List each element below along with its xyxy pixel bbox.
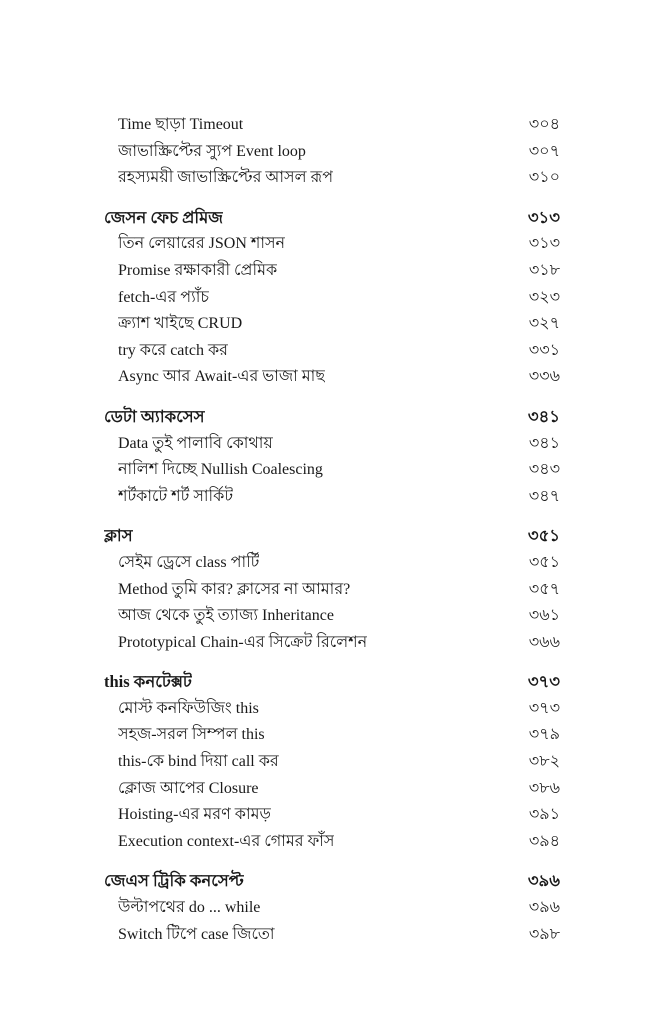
toc-entry-page-number: ৩৯৪ bbox=[528, 832, 560, 850]
toc-entry-row[interactable] bbox=[104, 231, 560, 258]
toc-section-heading-page-number: ৩১৩ bbox=[527, 207, 560, 227]
toc-entry-title: Method তুমি কার? ক্লাসের না আমার? bbox=[118, 580, 351, 598]
toc-entry-page-number: ৩৪১ bbox=[528, 434, 560, 452]
toc-entry-title: ক্র্যাশ খাইছে CRUD bbox=[118, 315, 243, 333]
toc-entry-row[interactable] bbox=[104, 139, 560, 166]
toc-entry-row[interactable] bbox=[104, 338, 560, 365]
toc-entry-title: Async আর Await-এর ভাজা মাছ bbox=[118, 368, 326, 386]
toc-entry-row[interactable] bbox=[104, 722, 560, 749]
toc-entry-title: try করে catch কর bbox=[118, 341, 228, 359]
toc-entry-page-number: ৩৫৭ bbox=[528, 580, 560, 598]
toc-entry-list bbox=[104, 112, 560, 948]
toc-section bbox=[104, 868, 560, 948]
toc-entry-title: সহজ-সরল সিম্পল this bbox=[118, 726, 265, 744]
toc-section-heading-page-number: ৩৯৬ bbox=[527, 871, 560, 891]
toc-section-heading-page-number: ৩৪১ bbox=[527, 406, 560, 426]
toc-entry-row[interactable] bbox=[104, 550, 560, 577]
toc-section-heading-title: ডেটা অ্যাকসেস bbox=[104, 406, 205, 426]
toc-section-heading-title: জেসন ফেচ প্রমিজ bbox=[104, 207, 224, 227]
toc-section-heading-row[interactable] bbox=[104, 523, 560, 550]
toc-section bbox=[104, 404, 560, 510]
toc-entry-page-number: ৩৪৩ bbox=[528, 461, 560, 479]
toc-entry-row[interactable] bbox=[104, 112, 560, 139]
toc-entry-page-number: ৩১০ bbox=[528, 169, 560, 187]
toc-entry-title: Hoisting-এর মরণ কামড় bbox=[118, 806, 271, 824]
toc-entry-row[interactable] bbox=[104, 577, 560, 604]
toc-entry-title: ক্লোজ আপের Closure bbox=[118, 779, 259, 797]
toc-entry-row[interactable] bbox=[104, 829, 560, 856]
toc-section bbox=[104, 112, 560, 192]
toc-entry-title: fetch-এর প্যাঁচ bbox=[118, 288, 210, 306]
toc-entry-title: সেইম ড্রেসে class পার্টি bbox=[118, 553, 260, 571]
toc-entry-title: নালিশ দিচ্ছে Nullish Coalescing bbox=[118, 461, 323, 479]
toc-entry-row[interactable] bbox=[104, 630, 560, 657]
toc-entry-title: জাভাস্ক্রিপ্টের স্যুপ Event loop bbox=[118, 142, 306, 160]
toc-entry-row[interactable] bbox=[104, 922, 560, 949]
toc-entry-row[interactable] bbox=[104, 457, 560, 484]
toc-section-heading-title: this কনটেক্সট bbox=[104, 672, 192, 692]
toc-entry-title: আজ থেকে তুই ত্যাজ্য Inheritance bbox=[118, 607, 334, 625]
toc-section bbox=[104, 669, 560, 855]
toc-entry-page-number: ৩০৭ bbox=[528, 142, 560, 160]
toc-entry-page-number: ৩১৮ bbox=[528, 261, 560, 279]
toc-entry-page-number: ৩৮৬ bbox=[528, 779, 560, 797]
toc-entry-page-number: ৩২৩ bbox=[528, 288, 560, 306]
toc-section-heading-row[interactable] bbox=[104, 205, 560, 232]
toc-entry-title: this-কে bind দিয়া call কর bbox=[118, 753, 279, 771]
toc-entry-row[interactable] bbox=[104, 802, 560, 829]
toc-entry-page-number: ৩৯৮ bbox=[528, 925, 560, 943]
toc-entry-row[interactable] bbox=[104, 431, 560, 458]
toc-entry-page-number: ৩৯১ bbox=[528, 806, 560, 824]
toc-entry-page-number: ৩৮২ bbox=[528, 753, 560, 771]
toc-entry-row[interactable] bbox=[104, 895, 560, 922]
toc-entry-page-number: ৩৫১ bbox=[528, 553, 560, 571]
toc-entry-page-number: ৩২৭ bbox=[528, 315, 560, 333]
toc-entry-title: Time ছাড়া Timeout bbox=[118, 116, 244, 133]
toc-entry-page-number: ৩৭৩ bbox=[528, 699, 560, 717]
toc-section-heading-row[interactable] bbox=[104, 404, 560, 431]
toc-section-heading-title: ক্লাস bbox=[104, 526, 133, 546]
toc-section-heading-page-number: ৩৫১ bbox=[527, 526, 560, 546]
toc-entry-title: Data তুই পালাবি কোথায় bbox=[118, 434, 273, 452]
toc-entry-page-number: ৩১৩ bbox=[528, 235, 560, 253]
toc-entry-row[interactable] bbox=[104, 603, 560, 630]
toc-entry-page-number: ৩৩১ bbox=[528, 341, 560, 359]
toc-section bbox=[104, 523, 560, 656]
toc-entry-title: Switch টিপে case জিতো bbox=[118, 925, 275, 943]
toc-entry-page-number: ৩৪৭ bbox=[528, 487, 560, 505]
toc-entry-page-number: ৩৭৯ bbox=[528, 726, 560, 744]
toc-entry-row[interactable] bbox=[104, 364, 560, 391]
toc-entry-title: রহস্যময়ী জাভাস্ক্রিপ্টের আসল রূপ bbox=[118, 169, 334, 187]
toc-entry-page-number: ৩৩৬ bbox=[528, 368, 560, 386]
toc-section-heading-row[interactable] bbox=[104, 669, 560, 696]
toc-entry-row[interactable] bbox=[104, 311, 560, 338]
toc-entry-title: তিন লেয়ারের JSON শাসন bbox=[118, 235, 286, 253]
toc-entry-row[interactable] bbox=[104, 776, 560, 803]
toc-entry-row[interactable] bbox=[104, 484, 560, 511]
toc-entry-page-number: ৩৯৬ bbox=[528, 899, 560, 917]
toc-section-heading-page-number: ৩৭৩ bbox=[527, 672, 560, 692]
toc-entry-row[interactable] bbox=[104, 749, 560, 776]
toc-entry-title: Prototypical Chain-এর সিক্রেট রিলেশন bbox=[118, 633, 368, 651]
toc-entry-page-number: ৩৬৬ bbox=[528, 633, 560, 651]
toc-entry-title: Execution context-এর গোমর ফাঁস bbox=[118, 832, 335, 850]
toc-section-heading-row[interactable] bbox=[104, 868, 560, 895]
toc-entry-title: শর্টকাটে শর্ট সার্কিট bbox=[118, 487, 234, 505]
toc-section bbox=[104, 205, 560, 391]
toc-entry-page-number: ৩০৪ bbox=[528, 116, 560, 133]
toc-entry-row[interactable] bbox=[104, 696, 560, 723]
toc-entry-title: মোস্ট কনফিউজিং this bbox=[118, 699, 259, 717]
toc-entry-page-number: ৩৬১ bbox=[528, 607, 560, 625]
toc-entry-row[interactable] bbox=[104, 285, 560, 312]
toc-entry-title: উল্টাপথের do ... while bbox=[118, 899, 261, 917]
toc-entry-row[interactable] bbox=[104, 258, 560, 285]
toc-entry-row[interactable] bbox=[104, 165, 560, 192]
toc-entry-title: Promise রক্ষাকারী প্রেমিক bbox=[118, 261, 278, 279]
toc-section-heading-title: জেএস ট্রিকি কনসেপ্ট bbox=[104, 871, 244, 891]
